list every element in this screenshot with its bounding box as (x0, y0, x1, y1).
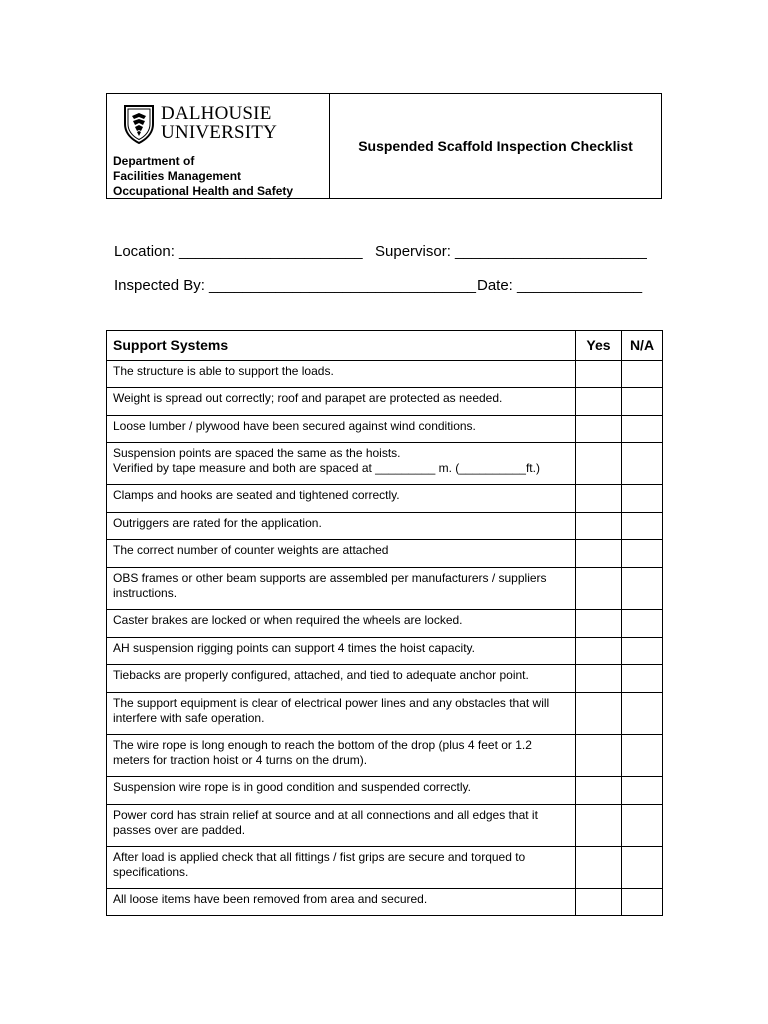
checklist-item-text (107, 513, 576, 540)
table-row (107, 805, 663, 847)
supervisor-field[interactable]: Supervisor: _______________________ (375, 243, 647, 260)
na-checkbox-cell[interactable] (622, 889, 663, 916)
inspected-by-field[interactable]: Inspected By: ________________________________ (114, 277, 477, 294)
table-row (107, 638, 663, 665)
checklist-item-text (107, 847, 576, 889)
yes-checkbox-cell[interactable] (576, 665, 622, 693)
item-line-1: OBS frames or other beam supports are assembled per manufacturers / suppliers (113, 571, 547, 585)
checklist-item-text (107, 388, 576, 416)
na-checkbox-cell[interactable] (622, 513, 663, 540)
checklist-item-text (107, 805, 576, 847)
table-row (107, 610, 663, 638)
table-row (107, 693, 663, 735)
yes-checkbox-cell[interactable] (576, 805, 622, 847)
department-line-3: Occupational Health and Safety (113, 184, 294, 198)
table-row (107, 665, 663, 693)
item-line-1: After load is applied check that all fittings / fist grips are secure and torqued to (113, 850, 526, 864)
na-checkbox-cell[interactable] (622, 693, 663, 735)
table-row (107, 388, 663, 416)
yes-checkbox-cell[interactable] (576, 693, 622, 735)
checklist-item-text (107, 610, 576, 638)
yes-checkbox-cell[interactable] (576, 540, 622, 568)
checklist-table (106, 330, 663, 916)
na-column-header: N/A (622, 331, 663, 361)
item-line-2: specifications. (113, 865, 189, 879)
yes-checkbox-cell[interactable] (576, 388, 622, 416)
item-line-1: The structure is able to support the loads. (113, 364, 334, 378)
checklist-item-text (107, 693, 576, 735)
item-line-2: interfere with safe operation. (113, 711, 265, 725)
table-row (107, 889, 663, 916)
header-title-cell (330, 94, 661, 198)
department-line-2: Facilities Management (113, 169, 242, 183)
item-line-2: passes over are padded. (113, 823, 246, 837)
yes-checkbox-cell[interactable] (576, 638, 622, 665)
department-line-1: Department of (113, 154, 195, 168)
item-line-1: Power cord has strain relief at source and at all connections and all edges that it (113, 808, 538, 822)
table-row (107, 735, 663, 777)
table-row (107, 416, 663, 443)
na-checkbox-cell[interactable] (622, 777, 663, 805)
document-header (106, 93, 662, 199)
checklist-item-text (107, 485, 576, 513)
item-line-1: Outriggers are rated for the application. (113, 516, 322, 530)
logo-wordmark (161, 104, 277, 142)
yes-checkbox-cell[interactable] (576, 485, 622, 513)
table-row (107, 485, 663, 513)
na-checkbox-cell[interactable] (622, 388, 663, 416)
table-row (107, 568, 663, 610)
checklist-item-text (107, 416, 576, 443)
checklist-item-text (107, 777, 576, 805)
item-line-1: Loose lumber / plywood have been secured against wind conditions. (113, 419, 476, 433)
item-line-2: meters for traction hoist or 4 turns on the drum). (113, 753, 368, 767)
item-line-1: The correct number of counter weights are attached (113, 543, 389, 557)
yes-checkbox-cell[interactable] (576, 610, 622, 638)
item-line-2: instructions. (113, 586, 178, 600)
table-row (107, 443, 663, 485)
item-line-1: AH suspension rigging points can support 4 times the hoist capacity. (113, 641, 475, 655)
na-checkbox-cell[interactable] (622, 847, 663, 889)
yes-checkbox-cell[interactable] (576, 847, 622, 889)
table-row (107, 513, 663, 540)
table-header-row (107, 331, 663, 361)
na-checkbox-cell[interactable] (622, 540, 663, 568)
university-logo (123, 104, 277, 144)
checklist-item-text (107, 735, 576, 777)
header-left-cell (107, 94, 330, 198)
yes-checkbox-cell[interactable] (576, 568, 622, 610)
na-checkbox-cell[interactable] (622, 416, 663, 443)
logo-line-2: UNIVERSITY (161, 122, 277, 143)
na-checkbox-cell[interactable] (622, 485, 663, 513)
yes-checkbox-cell[interactable] (576, 513, 622, 540)
checklist-item-text (107, 443, 576, 485)
na-checkbox-cell[interactable] (622, 735, 663, 777)
item-line-1: Tiebacks are properly configured, attached, and tied to adequate anchor point. (113, 668, 529, 682)
item-line-1: Clamps and hooks are seated and tightened correctly. (113, 488, 400, 502)
item-line-1: All loose items have been removed from area and secured. (113, 892, 428, 906)
checklist-item-text (107, 665, 576, 693)
na-checkbox-cell[interactable] (622, 361, 663, 388)
item-line-1: Suspension wire rope is in good condition and suspended correctly. (113, 780, 471, 794)
na-checkbox-cell[interactable] (622, 568, 663, 610)
shield-crest-icon (123, 104, 155, 144)
yes-checkbox-cell[interactable] (576, 735, 622, 777)
checklist-item-text (107, 540, 576, 568)
table-row (107, 361, 663, 388)
yes-column-header: Yes (576, 331, 622, 361)
na-checkbox-cell[interactable] (622, 443, 663, 485)
item-line-1: Suspension points are spaced the same as the hoists. (113, 446, 401, 460)
yes-checkbox-cell[interactable] (576, 443, 622, 485)
na-checkbox-cell[interactable] (622, 805, 663, 847)
checklist-item-text (107, 568, 576, 610)
yes-checkbox-cell[interactable] (576, 889, 622, 916)
location-field[interactable]: Location: ______________________ (114, 243, 363, 260)
table-row (107, 847, 663, 889)
checklist-item-text (107, 361, 576, 388)
section-title: Support Systems (107, 331, 576, 361)
item-line-1: The support equipment is clear of electrical power lines and any obstacles that will (113, 696, 550, 710)
na-checkbox-cell[interactable] (622, 610, 663, 638)
department-name (113, 154, 293, 199)
na-checkbox-cell[interactable] (622, 638, 663, 665)
date-field[interactable]: Date: _______________ (477, 277, 643, 294)
na-checkbox-cell[interactable] (622, 665, 663, 693)
document-title: Suspended Scaffold Inspection Checklist (358, 138, 633, 154)
table-row (107, 540, 663, 568)
item-line-2: Verified by tape measure and both are spaced at _________ m. (__________ft.) (113, 461, 540, 475)
yes-checkbox-cell[interactable] (576, 361, 622, 388)
item-line-1: Weight is spread out correctly; roof and parapet are protected as needed. (113, 391, 503, 405)
checklist-item-text (107, 889, 576, 916)
item-line-1: The wire rope is long enough to reach the bottom of the drop (plus 4 feet or 1.2 (113, 738, 532, 752)
table-row (107, 777, 663, 805)
yes-checkbox-cell[interactable] (576, 416, 622, 443)
yes-checkbox-cell[interactable] (576, 777, 622, 805)
logo-line-1: DALHOUSIE (161, 103, 272, 124)
item-line-1: Caster brakes are locked or when required the wheels are locked. (113, 613, 463, 627)
checklist-item-text (107, 638, 576, 665)
